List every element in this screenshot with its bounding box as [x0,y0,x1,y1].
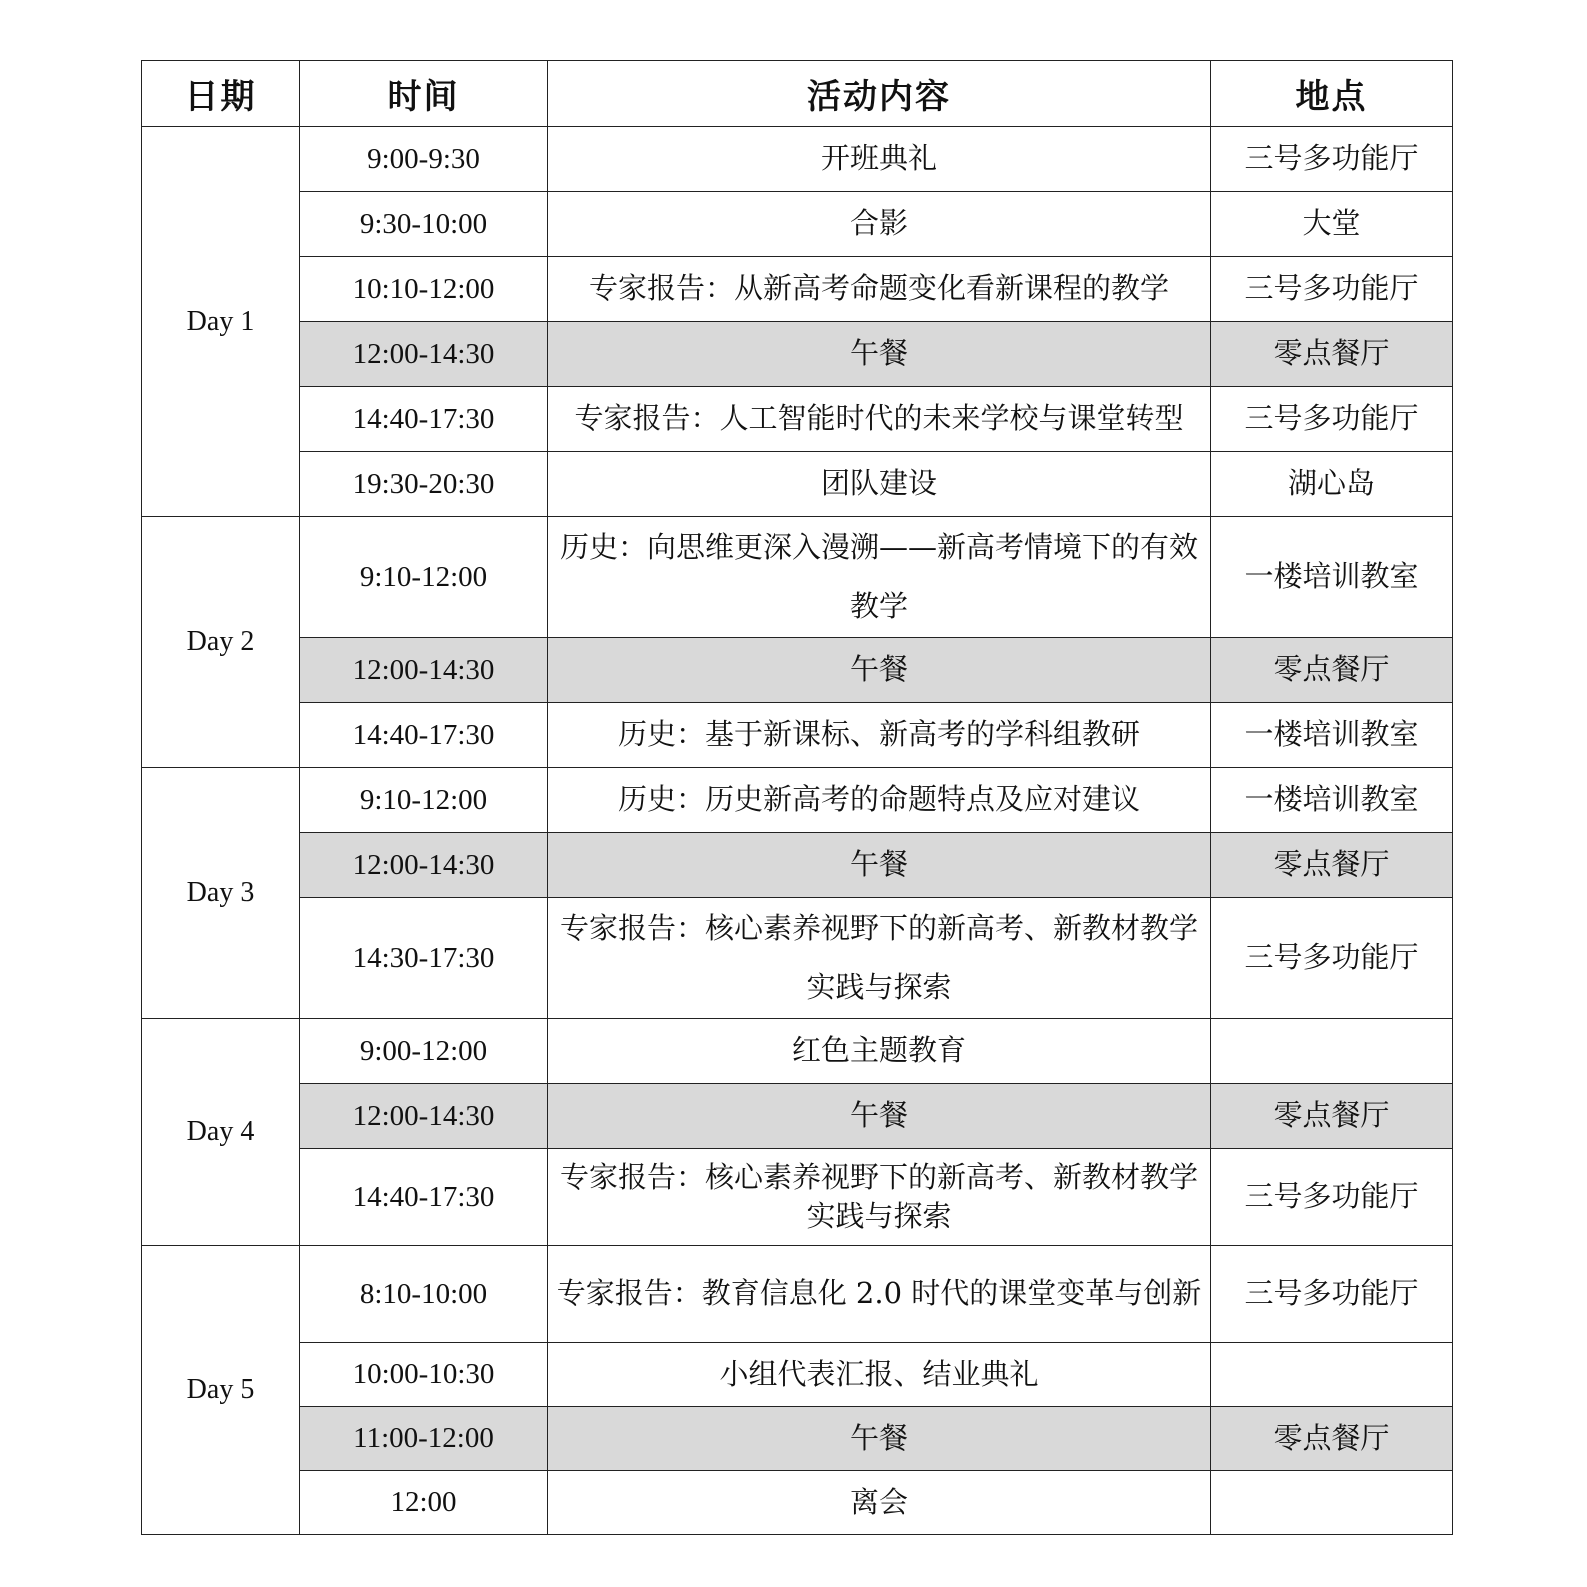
activity-cell: 午餐 [548,638,1211,703]
table-row-lunch [142,1407,1453,1471]
table-row [142,257,1453,322]
location-cell: 三号多功能厅 [1211,127,1453,192]
location-cell: 一楼培训教室 [1211,768,1453,833]
activity-cell: 专家报告：教育信息化 2.0 时代的课堂变革与创新 [548,1246,1211,1343]
location-cell: 一楼培训教室 [1211,517,1453,638]
location-cell: 三号多功能厅 [1211,1246,1453,1343]
table-row [142,1343,1453,1407]
activity-cell: 离会 [548,1471,1211,1535]
day-label: Day 1 [142,127,300,517]
location-cell: 大堂 [1211,192,1453,257]
time-cell: 14:40-17:30 [300,1149,548,1246]
day-label: Day 3 [142,768,300,1019]
header-location: 地点 [1211,61,1453,127]
time-cell: 9:10-12:00 [300,517,548,638]
time-cell: 9:30-10:00 [300,192,548,257]
time-cell: 12:00-14:30 [300,322,548,387]
time-cell: 9:00-9:30 [300,127,548,192]
day-label: Day 4 [142,1019,300,1246]
header-date: 日期 [142,61,300,127]
location-cell: 湖心岛 [1211,452,1453,517]
activity-cell: 历史：历史新高考的命题特点及应对建议 [548,768,1211,833]
table-row [142,517,1453,638]
table-row-lunch [142,1084,1453,1149]
activity-cell: 专家报告：人工智能时代的未来学校与课堂转型 [548,387,1211,452]
time-cell: 12:00-14:30 [300,638,548,703]
activity-cell: 专家报告：从新高考命题变化看新课程的教学 [548,257,1211,322]
table-row [142,452,1453,517]
table-row [142,898,1453,1019]
table-row [142,703,1453,768]
location-cell: 三号多功能厅 [1211,387,1453,452]
time-cell: 12:00-14:30 [300,833,548,898]
table-row-lunch [142,322,1453,387]
activity-cell: 团队建设 [548,452,1211,517]
activity-cell: 午餐 [548,1084,1211,1149]
table-row [142,1149,1453,1246]
table-row [142,387,1453,452]
activity-cell: 历史：向思维更深入漫溯——新高考情境下的有效教学 [548,517,1211,638]
location-cell: 零点餐厅 [1211,638,1453,703]
location-cell: 三号多功能厅 [1211,1149,1453,1246]
time-cell: 14:40-17:30 [300,387,548,452]
time-cell: 9:10-12:00 [300,768,548,833]
activity-cell: 红色主题教育 [548,1019,1211,1084]
time-cell: 14:40-17:30 [300,703,548,768]
activity-cell: 专家报告：核心素养视野下的新高考、新教材教学实践与探索 [548,898,1211,1019]
table-row [142,768,1453,833]
time-cell: 12:00-14:30 [300,1084,548,1149]
header-time: 时间 [300,61,548,127]
location-cell: 零点餐厅 [1211,1084,1453,1149]
time-cell: 10:00-10:30 [300,1343,548,1407]
location-cell [1211,1019,1453,1084]
location-cell: 三号多功能厅 [1211,898,1453,1019]
location-cell: 一楼培训教室 [1211,703,1453,768]
table-row [142,1246,1453,1343]
location-cell: 零点餐厅 [1211,833,1453,898]
time-cell: 19:30-20:30 [300,452,548,517]
table-row-lunch [142,638,1453,703]
time-cell: 9:00-12:00 [300,1019,548,1084]
location-cell: 零点餐厅 [1211,1407,1453,1471]
location-cell: 零点餐厅 [1211,322,1453,387]
table-row [142,1471,1453,1535]
location-cell [1211,1343,1453,1407]
activity-cell: 午餐 [548,1407,1211,1471]
activity-cell: 合影 [548,192,1211,257]
table-row-lunch [142,833,1453,898]
table-row [142,1019,1453,1084]
time-cell: 10:10-12:00 [300,257,548,322]
table-row [142,192,1453,257]
location-cell [1211,1471,1453,1535]
time-cell: 8:10-10:00 [300,1246,548,1343]
time-cell: 14:30-17:30 [300,898,548,1019]
day-label: Day 2 [142,517,300,768]
time-cell: 12:00 [300,1471,548,1535]
header-activity: 活动内容 [548,61,1211,127]
header-row [142,61,1453,127]
table-row [142,127,1453,192]
activity-cell: 小组代表汇报、结业典礼 [548,1343,1211,1407]
location-cell: 三号多功能厅 [1211,257,1453,322]
schedule-table [141,60,1453,1535]
activity-cell: 午餐 [548,322,1211,387]
day-label: Day 5 [142,1246,300,1535]
time-cell: 11:00-12:00 [300,1407,548,1471]
activity-cell: 专家报告：核心素养视野下的新高考、新教材教学实践与探索 [548,1149,1211,1246]
activity-cell: 开班典礼 [548,127,1211,192]
activity-cell: 午餐 [548,833,1211,898]
activity-cell: 历史：基于新课标、新高考的学科组教研 [548,703,1211,768]
